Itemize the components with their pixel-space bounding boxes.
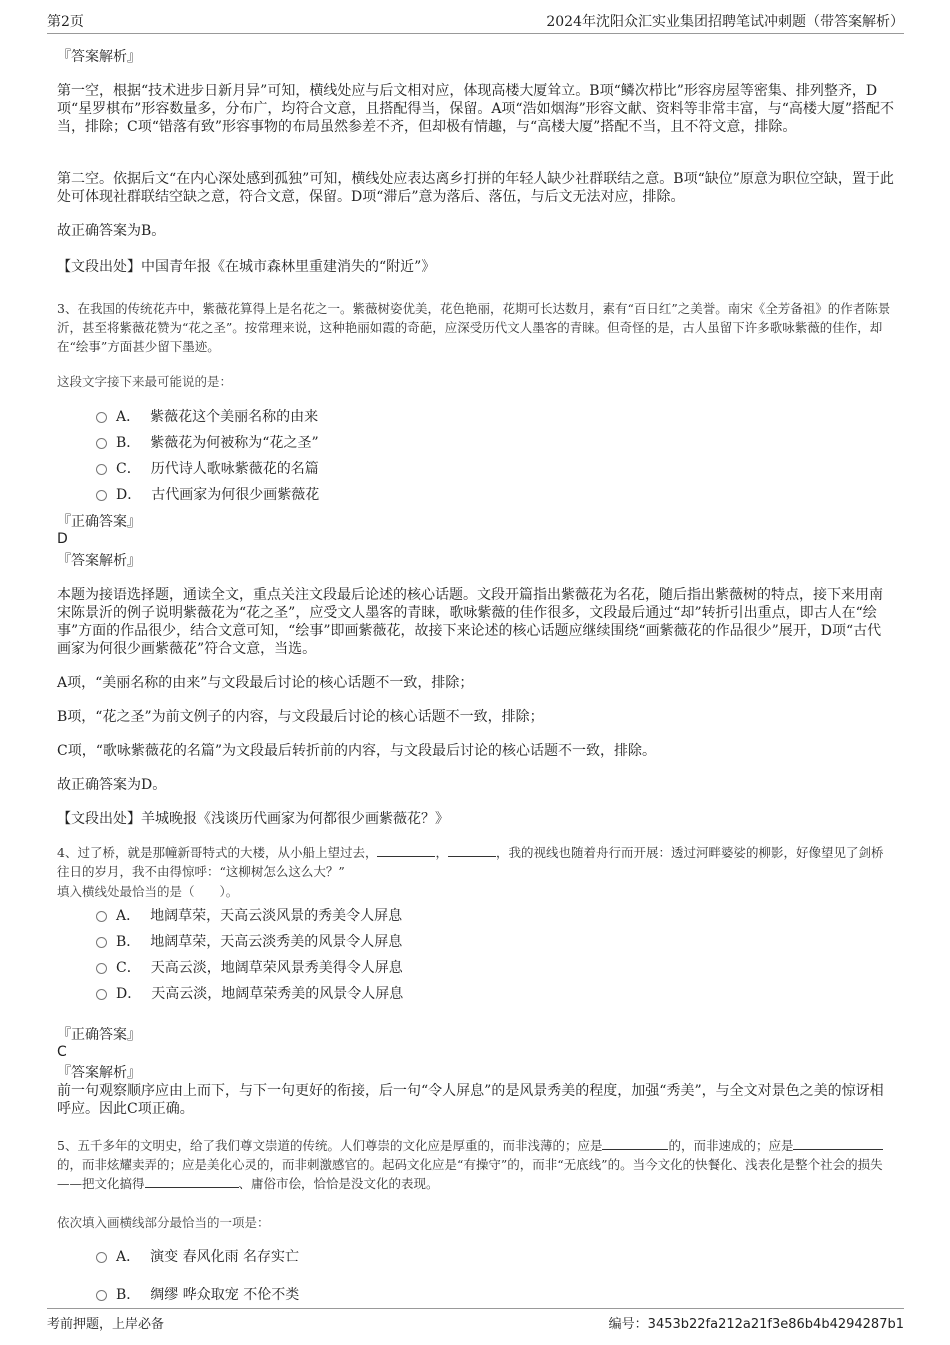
q3-answer-label: 『正确答案』 bbox=[57, 514, 141, 530]
q5-prompt: 依次填入画横线部分最恰当的一项是： bbox=[57, 1215, 270, 1230]
blank bbox=[793, 1137, 883, 1150]
radio-icon[interactable] bbox=[96, 963, 107, 974]
blank bbox=[145, 1175, 239, 1188]
q3-conclusion: 故正确答案为D。 bbox=[57, 777, 167, 793]
radio-icon[interactable] bbox=[96, 911, 107, 922]
q4-analysis-label: 『答案解析』 bbox=[57, 1065, 141, 1081]
q2-conclusion: 故正确答案为B。 bbox=[57, 223, 166, 239]
radio-icon[interactable] bbox=[96, 438, 107, 449]
q4-answer: C bbox=[57, 1044, 67, 1060]
q4-option-a[interactable]: A． 地阔草荣，天高云淡风景的秀美令人屏息 bbox=[96, 905, 402, 925]
q3-option-d[interactable]: D． 古代画家为何很少画紫薇花 bbox=[96, 484, 319, 504]
footer-divider bbox=[47, 1308, 904, 1309]
q5-option-a[interactable]: A． 演变 春风化雨 名存实亡 bbox=[96, 1246, 299, 1266]
q4-stem: 4、过了桥，就是那幢新哥特式的大楼，从小船上望过去， ， ，我的视线也随着舟行而开展：透过河畔婆娑的柳影，好像望见了剑桥往日的岁月，我不由得惊呼：“这柳树怎么这么大？” bbox=[57, 845, 884, 879]
q4-prompt: 填入横线处最恰当的是（ ）。 bbox=[57, 884, 239, 899]
radio-icon[interactable] bbox=[96, 464, 107, 475]
q3-analysis-label: 『答案解析』 bbox=[57, 553, 141, 569]
q4-option-b[interactable]: B． 地阔草荣，天高云淡秀美的风景令人屏息 bbox=[96, 931, 402, 951]
q3-prompt: 这段文字接下来最可能说的是： bbox=[57, 374, 233, 389]
q3-note-b: B项，“花之圣”为前文例子的内容，与文段最后讨论的核心话题不一致，排除； bbox=[57, 709, 544, 725]
q4-option-d[interactable]: D． 天高云淡，地阔草荣秀美的风景令人屏息 bbox=[96, 983, 403, 1003]
radio-icon[interactable] bbox=[96, 937, 107, 948]
q5-stem: 5、五千多年的文明史，给了我们尊文崇道的传统。人们尊崇的文化应是厚重的，而非浅薄的；应是 的，而非速成的；应是的，而非炫耀卖弄的；应是美化心灵的，而非刺激感官的。起码文化应是“有操守”的，而非“无底线”的。当今文化的快餐化、浅表化是整个社会的损失——把文化搞得 、庸俗市侩，恰恰是没文化的表现。 bbox=[57, 1138, 883, 1191]
q3-answer: D bbox=[57, 531, 68, 547]
radio-icon[interactable] bbox=[96, 1252, 107, 1263]
page-footer bbox=[0, 1300, 950, 1345]
q3-analysis: 本题为接语选择题，通读全文，重点关注文段最后论述的核心话题。文段开篇指出紫薇花为名花，随后指出紫薇树的特点，接下来用南宋陈景沂的例子说明紫薇花为“花之圣”，应受文人墨客的青睐，歌咏紫薇的佳作很多，文段最后通过“却”转折引出重点，即古人在“绘事”方面的作品很少，结合文意可知，“绘事”即画紫薇花，故接下来论述的核心话题应继续围绕“画紫薇花的作品很少”展开，D项“古代画家为何很少画紫薇花”符合文意，当选。 bbox=[57, 587, 883, 657]
q3-option-b[interactable]: B． 紫薇花为何被称为“花之圣” bbox=[96, 432, 319, 452]
document-id: 编号：3453b22fa212a21f3e86b4b4294287b1 bbox=[608, 1317, 904, 1332]
radio-icon[interactable] bbox=[96, 989, 107, 1000]
q2-source: 【文段出处】中国青年报《在城市森林里重建消失的“附近”》 bbox=[57, 259, 436, 275]
blank bbox=[448, 844, 496, 857]
q3-note-a: A项，“美丽名称的由来”与文段最后讨论的核心话题不一致，排除； bbox=[57, 675, 474, 691]
q2-analysis-p2: 第二空。依据后文“在内心深处感到孤独”可知，横线处应表达离乡打拼的年轻人缺少社群联结之意。B项“缺位”原意为职位空缺，置于此处可体现社群联结空缺之意，符合文意，保留。D项“滞后”意为落后、落伍，与后文无法对应，排除。 bbox=[57, 171, 894, 205]
q5-option-b[interactable]: B． 绸缪 哗众取宠 不伦不类 bbox=[96, 1284, 299, 1304]
q4-option-c[interactable]: C． 天高云淡，地阔草荣风景秀美得令人屏息 bbox=[96, 957, 403, 977]
header-divider bbox=[47, 33, 904, 34]
footer-slogan: 考前押题，上岸必备 bbox=[47, 1317, 165, 1332]
q3-stem: 3、在我国的传统花卉中，紫薇花算得上是名花之一。紫薇树姿优美，花色艳丽，花期可长达数月，素有“百日红”之美誉。南宋《全芳备祖》的作者陈景沂，甚至将紫薇花赞为“花之圣”。按常理来说，这种艳丽如霞的奇葩，应深受历代文人墨客的青睐。但奇怪的是，古人虽留下许多歌咏紫薇的佳作，却在“绘事”方面甚少留下墨迹。 bbox=[57, 301, 891, 354]
q4-analysis: 前一句观察顺序应由上而下，与下一句更好的衔接，后一句“令人屏息”的是风景秀美的程度，加强“秀美”，与全文对景色之美的惊讶相呼应。因此C项正确。 bbox=[57, 1083, 884, 1117]
q3-source: 【文段出处】羊城晚报《浅谈历代画家为何都很少画紫薇花？》 bbox=[57, 811, 449, 827]
radio-icon[interactable] bbox=[96, 490, 107, 501]
radio-icon[interactable] bbox=[96, 1290, 107, 1301]
blank bbox=[377, 844, 435, 857]
radio-icon[interactable] bbox=[96, 412, 107, 423]
page-number: 第2页 bbox=[47, 14, 84, 30]
page-header bbox=[0, 0, 950, 34]
q3-note-c: C项，“歌咏紫薇花的名篇”为文段最后转折前的内容，与文段最后讨论的核心话题不一致，排除。 bbox=[57, 743, 657, 759]
q3-option-a[interactable]: A． 紫薇花这个美丽名称的由来 bbox=[96, 406, 318, 426]
q3-option-c[interactable]: C． 历代诗人歌咏紫薇花的名篇 bbox=[96, 458, 319, 478]
q2-analysis-p1: 第一空，根据“技术进步日新月异”可知，横线处应与后文相对应，体现高楼大厦耸立。B项“鳞次栉比”形容房屋等密集、排列整齐，D项“星罗棋布”形容数量多，分布广，均符合文意，且搭配得当，保留。A项“浩如烟海”形容文献、资料等非常丰富，与“高楼大厦”搭配不当，排除；C项“错落有致”形容事物的布局虽然参差不齐，但却极有情趣，与“高楼大厦”搭配不当，且不符文意，排除。 bbox=[57, 83, 895, 135]
q4-answer-label: 『正确答案』 bbox=[57, 1027, 141, 1043]
document-title: 2024年沈阳众汇实业集团招聘笔试冲刺题（带答案解析） bbox=[546, 14, 904, 30]
blank bbox=[602, 1137, 668, 1150]
q2-analysis-label: 『答案解析』 bbox=[57, 49, 141, 65]
